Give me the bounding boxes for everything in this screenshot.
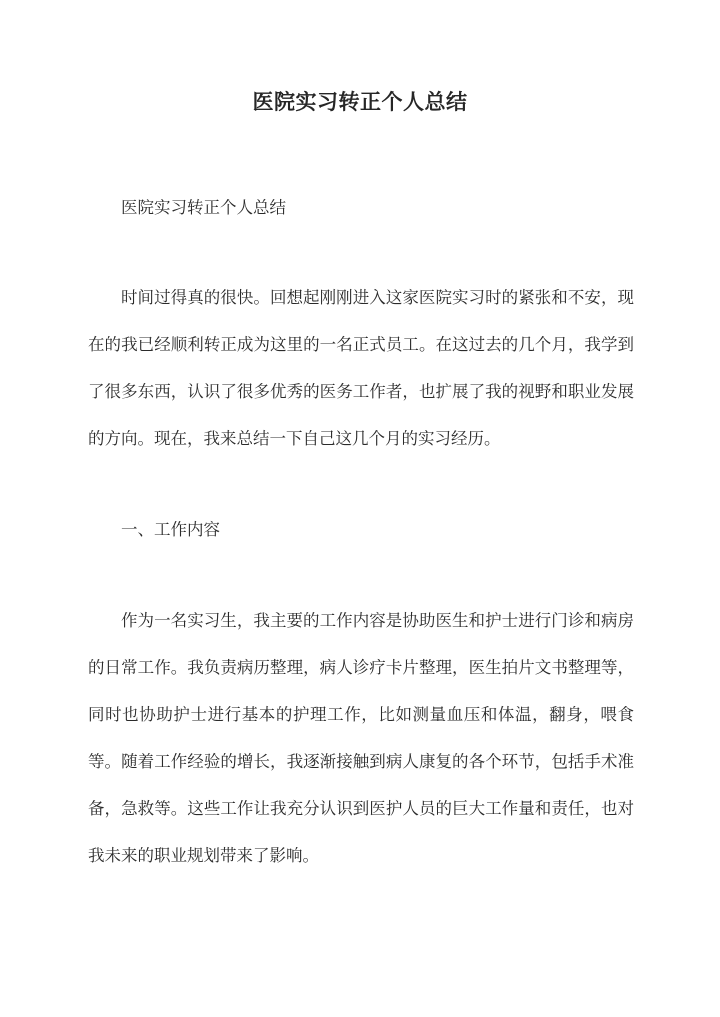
intro-paragraph: 时间过得真的很快。回想起刚刚进入这家医院实习时的紧张和不安，现在的我已经顺利转正成为这里的一名正式员工。在这过去的几个月，我学到了很多东西，认识了很多优秀的医务工作者，也扩展了我的视野和职业发展的方向。现在，我来总结一下自己这几个月的实习经历。 [88, 288, 634, 448]
section-heading-work-content: 一、工作内容 [121, 520, 220, 539]
work-content-paragraph: 作为一名实习生，我主要的工作内容是协助医生和护士进行门诊和病房的日常工作。我负责病历整理，病人诊疗卡片整理，医生拍片文书整理等，同时也协助护士进行基本的护理工作，比如测量血压和体温，翻身，喂食等。随着工作经验的增长，我逐渐接触到病人康复的各个环节，包括手术准备，急救等。这些工作让我充分认识到医护人员的巨大工作量和责任，也对我未来的职业规划带来了影响。 [88, 611, 634, 865]
document-subtitle: 医院实习转正个人总结 [121, 198, 286, 217]
document-title: 医院实习转正个人总结 [252, 89, 468, 114]
